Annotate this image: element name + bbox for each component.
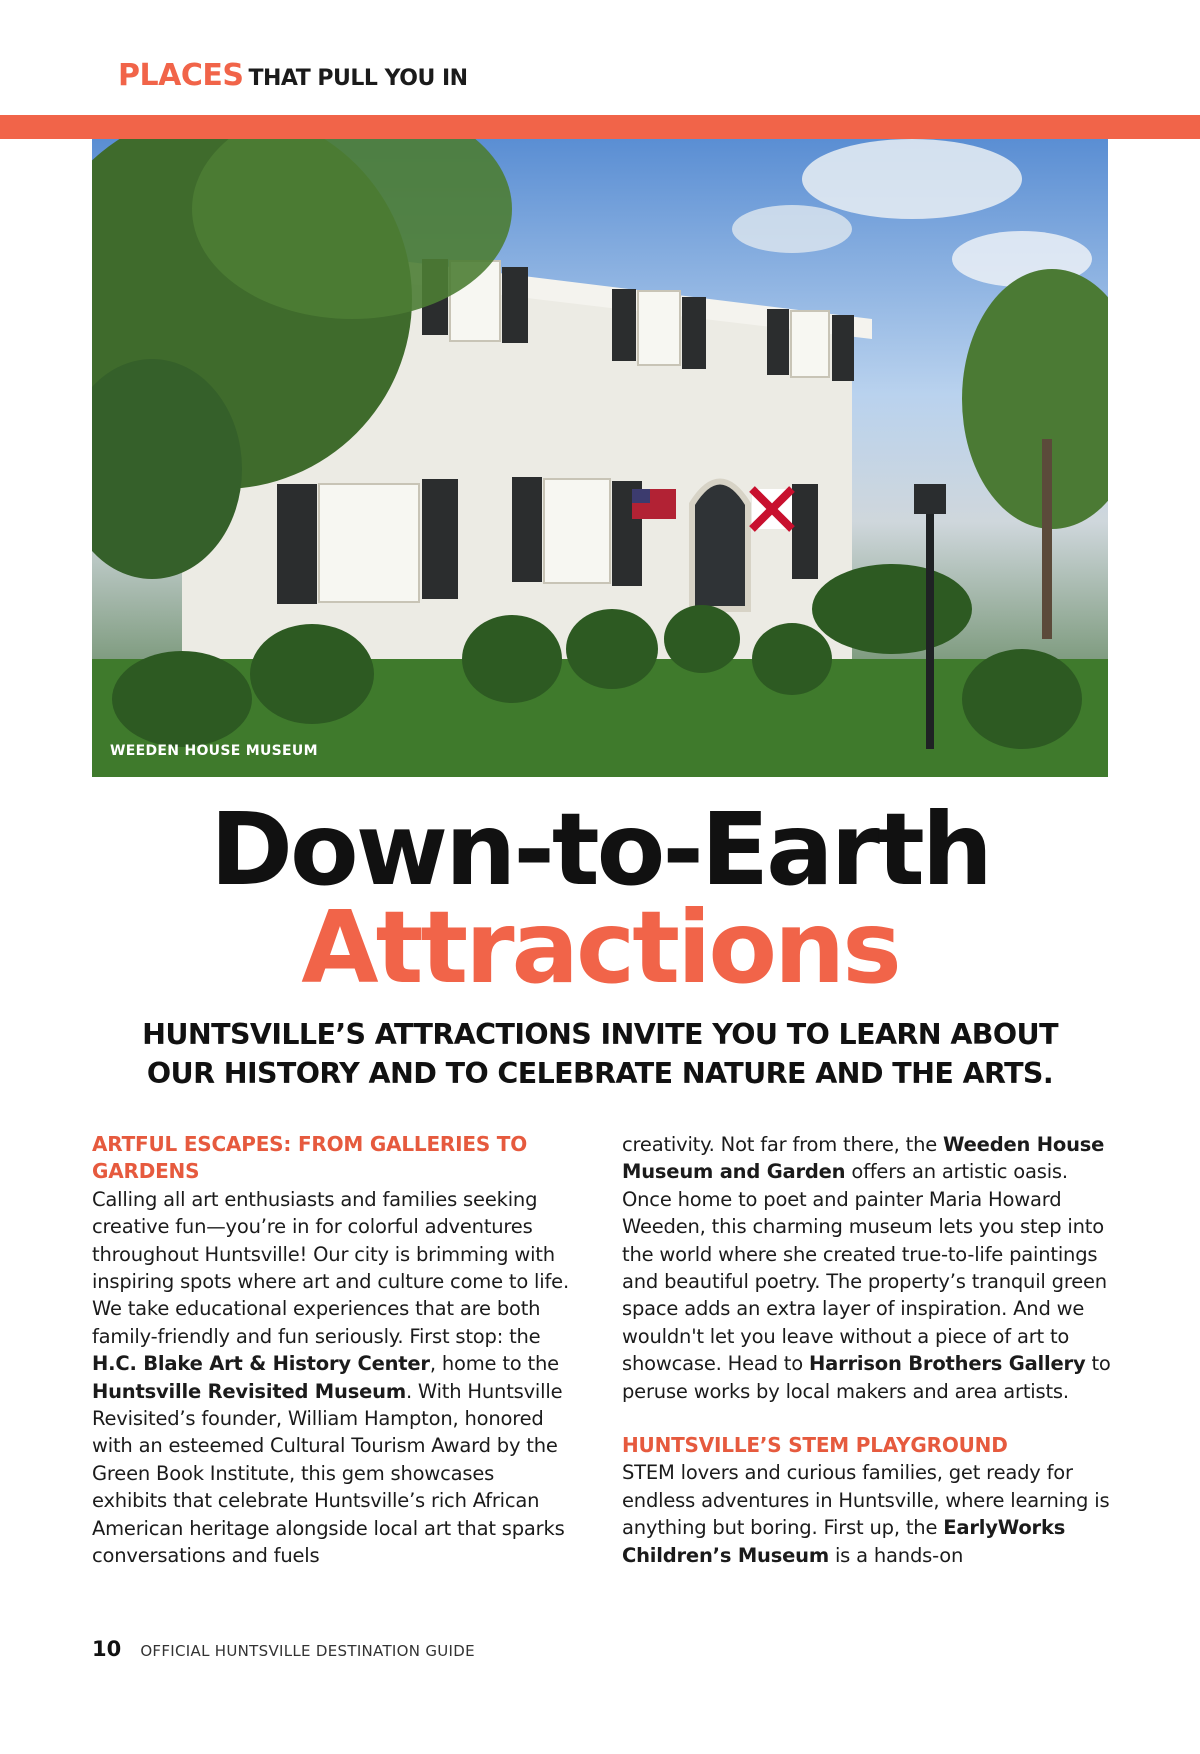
page-number: 10: [92, 1637, 122, 1661]
kicker-highlight: PLACES: [118, 58, 244, 93]
bold-huntsville-revisited: Huntsville Revisited Museum: [92, 1379, 406, 1403]
header-rule: [0, 115, 1200, 139]
text-run: is a hands-on: [828, 1543, 964, 1567]
paragraph-gap: [622, 1405, 1112, 1432]
kicker-rest: THAT PULL YOU IN: [248, 66, 468, 91]
right-column: [622, 1131, 1112, 1569]
text-run: to peruse works by local makers and area artists.: [622, 1352, 1111, 1403]
page-title-line2: Attractions: [301, 889, 899, 1006]
text-run: , home to the: [429, 1352, 559, 1376]
subheading: HUNTSVILLE’S ATTRACTIONS INVITE YOU TO LEARN ABOUT OUR HISTORY AND TO CELEBRATE NATURE AND THE ARTS.: [142, 1018, 1058, 1090]
bold-weeden-house: Weeden House Museum and Garden: [622, 1133, 1105, 1184]
left-column: [92, 1131, 572, 1570]
text-run: Calling all art enthusiasts and families seeking creative fun—you’re in for colorful adventures throughout Huntsville! Our city is brimming with inspiring spots where art and culture come to life. We take educational experiences that are both family-friendly and fun seriously. First stop: the: [92, 1187, 569, 1348]
text-run: STEM lovers and curious families, get ready for endless adventures in Huntsville, where learning is anything but boring. First up, the: [622, 1461, 1110, 1540]
bold-hc-blake: H.C. Blake Art & History Center: [92, 1352, 430, 1376]
text-run: creativity. Not far from there, the: [622, 1133, 944, 1156]
photo-caption: WEEDEN HOUSE MUSEUM: [110, 743, 318, 759]
weeden-paragraph: [622, 1131, 1112, 1405]
artful-paragraph: [92, 1186, 572, 1570]
stem-paragraph: [622, 1459, 1112, 1569]
text-run: offers an artistic oasis. Once home to poet and painter Maria Howard Weeden, this charming museum lets you step into the world where she created true-to-life paintings and beautiful poetry. The property’s tranquil green space adds an extra layer of inspiration. And we wouldn't let you leave without a piece of art to showcase. Head to: [622, 1160, 1107, 1376]
bold-earlyworks: EarlyWorks Children’s Museum: [622, 1516, 1066, 1567]
weeden-house-photo: [92, 139, 1108, 777]
page-title-line1: Down-to-Earth: [210, 791, 990, 908]
section-heading-artful: ARTFUL ESCAPES: FROM GALLERIES TO GARDENS: [92, 1132, 528, 1184]
section-heading-stem: HUNTSVILLE’S STEM PLAYGROUND: [622, 1433, 1008, 1458]
bold-harrison-brothers: Harrison Brothers Gallery: [808, 1352, 1086, 1376]
page-footer: [92, 1637, 475, 1661]
guide-title: OFFICIAL HUNTSVILLE DESTINATION GUIDE: [140, 1642, 475, 1660]
section-kicker: [118, 58, 468, 93]
text-run: . With Huntsville Revisited’s founder, William Hampton, honored with an esteemed Cultural Tourism Award by the Green Book Institute, this gem showcases exhibits that celebrate Huntsville’s rich African American heritage alongside local art that sparks conversations and fuels: [92, 1379, 565, 1568]
